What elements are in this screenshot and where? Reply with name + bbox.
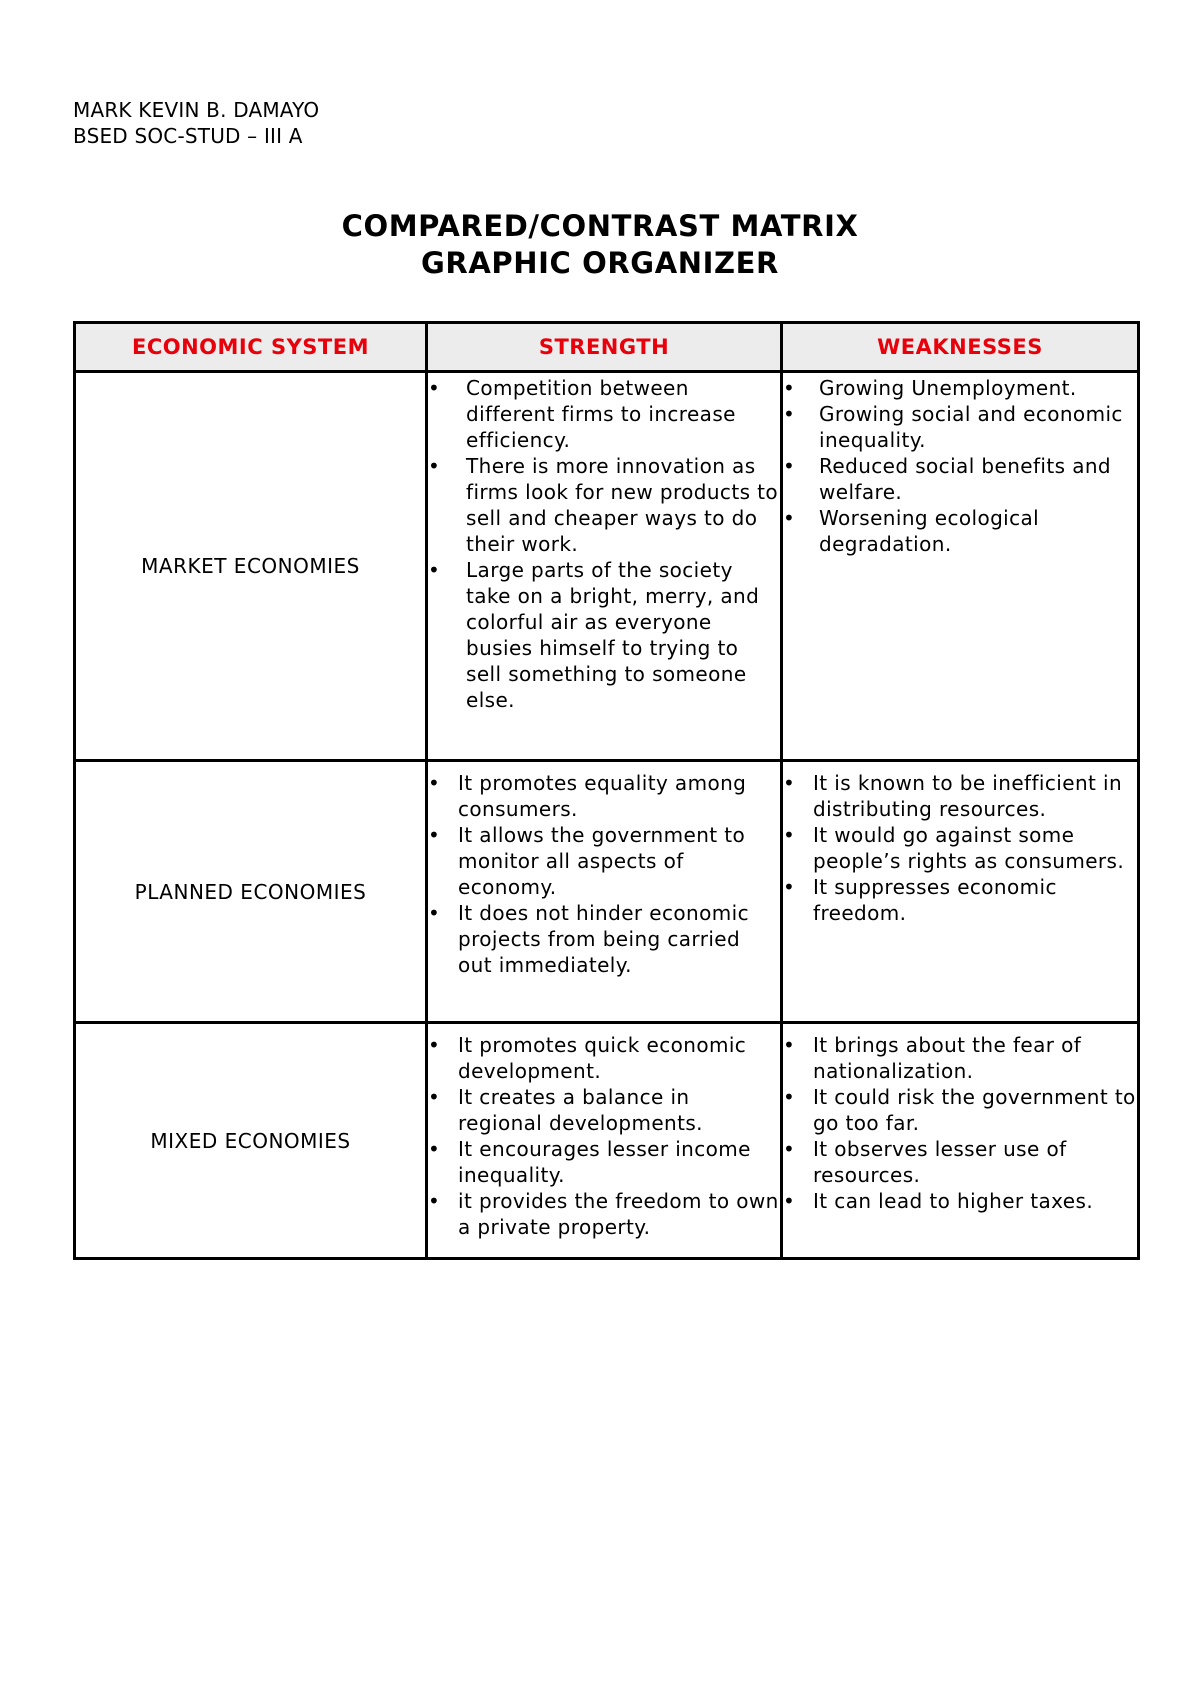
- author-name: MARK KEVIN B. DAMAYO: [73, 98, 320, 122]
- list-item: [783, 770, 1137, 822]
- list-item-text: It encourages lesser income inequality.: [458, 1137, 751, 1187]
- bullet-icon: •: [428, 1033, 441, 1057]
- list-item: [783, 822, 1137, 874]
- bullet-icon: •: [428, 1085, 441, 1109]
- title-line-1: COMPARED/CONTRAST MATRIX: [341, 209, 859, 243]
- weakness-cell: [782, 372, 1139, 761]
- list-item: [428, 900, 780, 978]
- header-economic-system: ECONOMIC SYSTEM: [75, 323, 427, 372]
- strength-cell: [427, 372, 782, 761]
- table-row: [75, 372, 1139, 761]
- list-item: [783, 1188, 1137, 1214]
- weakness-list: [783, 770, 1137, 926]
- list-item-text: Worsening ecological degradation.: [819, 506, 1040, 556]
- weakness-cell: [782, 1023, 1139, 1259]
- list-item-text: it provides the freedom to own a private property.: [458, 1189, 779, 1239]
- system-name: MIXED ECONOMIES: [75, 1023, 427, 1259]
- strength-cell: [427, 1023, 782, 1259]
- bullet-icon: •: [783, 506, 796, 530]
- bullet-icon: •: [783, 1033, 796, 1057]
- bullet-icon: •: [428, 1137, 441, 1161]
- table-row: [75, 761, 1139, 1023]
- compare-contrast-matrix: [73, 321, 1140, 1260]
- bullet-icon: •: [428, 771, 441, 795]
- list-item: [428, 1136, 780, 1188]
- strength-cell: [427, 761, 782, 1023]
- document-title: [0, 208, 1200, 282]
- bullet-icon: •: [428, 376, 441, 400]
- list-item-text: It does not hinder economic projects from being carried out immediately.: [458, 901, 749, 977]
- table-row: [75, 1023, 1139, 1259]
- list-item: [428, 375, 780, 453]
- author-course: BSED SOC-STUD – III A: [73, 124, 303, 148]
- weakness-cell: [782, 761, 1139, 1023]
- strength-list: [428, 1032, 780, 1240]
- list-item: [783, 375, 1137, 401]
- weakness-list: [783, 375, 1137, 557]
- bullet-icon: •: [783, 1189, 796, 1213]
- header-strength: STRENGTH: [427, 323, 782, 372]
- bullet-icon: •: [783, 454, 796, 478]
- bullet-icon: •: [428, 1189, 441, 1213]
- list-item: [783, 1136, 1137, 1188]
- list-item-text: Growing social and economic inequality.: [819, 402, 1123, 452]
- list-item: [783, 874, 1137, 926]
- system-name: PLANNED ECONOMIES: [75, 761, 427, 1023]
- list-item: [428, 1032, 780, 1084]
- list-item-text: It suppresses economic freedom.: [813, 875, 1057, 925]
- header-row: [75, 323, 1139, 372]
- strength-list: [428, 375, 780, 713]
- bullet-icon: •: [783, 402, 796, 426]
- list-item: [428, 770, 780, 822]
- list-item: [428, 557, 780, 713]
- bullet-icon: •: [783, 1085, 796, 1109]
- bullet-icon: •: [783, 875, 796, 899]
- list-item-text: Large parts of the society take on a bright, merry, and colorful air as everyone busies himself to trying to sell something to someone else.: [466, 558, 760, 712]
- list-item-text: It would go against some people’s rights as consumers.: [813, 823, 1125, 873]
- list-item-text: It can lead to higher taxes.: [813, 1189, 1094, 1213]
- list-item-text: It observes lesser use of resources.: [813, 1137, 1067, 1187]
- author-block: [73, 97, 319, 149]
- list-item: [428, 453, 780, 557]
- title-line-2: GRAPHIC ORGANIZER: [421, 246, 779, 280]
- list-item-text: It is known to be inefficient in distributing resources.: [813, 771, 1123, 821]
- header-weaknesses: WEAKNESSES: [782, 323, 1139, 372]
- list-item-text: It allows the government to monitor all aspects of economy.: [458, 823, 746, 899]
- bullet-icon: •: [428, 823, 441, 847]
- strength-list: [428, 770, 780, 978]
- list-item: [783, 453, 1137, 505]
- bullet-icon: •: [783, 823, 796, 847]
- list-item-text: It promotes equality among consumers.: [458, 771, 747, 821]
- list-item: [783, 505, 1137, 557]
- bullet-icon: •: [783, 376, 796, 400]
- list-item: [428, 1188, 780, 1240]
- list-item-text: It could risk the government to go too far.: [813, 1085, 1136, 1135]
- list-item: [783, 401, 1137, 453]
- weakness-list: [783, 1032, 1137, 1214]
- bullet-icon: •: [783, 771, 796, 795]
- list-item: [428, 1084, 780, 1136]
- list-item: [783, 1032, 1137, 1084]
- list-item-text: It promotes quick economic development.: [458, 1033, 747, 1083]
- list-item-text: Growing Unemployment.: [819, 376, 1077, 400]
- list-item-text: There is more innovation as firms look for new products to sell and cheaper ways to do their work.: [466, 454, 779, 556]
- system-name: MARKET ECONOMIES: [75, 372, 427, 761]
- list-item-text: Reduced social benefits and welfare.: [819, 454, 1112, 504]
- list-item-text: Competition between different firms to increase efficiency.: [466, 376, 736, 452]
- list-item-text: It brings about the fear of nationalization.: [813, 1033, 1082, 1083]
- list-item: [428, 822, 780, 900]
- list-item: [783, 1084, 1137, 1136]
- bullet-icon: •: [428, 454, 441, 478]
- list-item-text: It creates a balance in regional developments.: [458, 1085, 703, 1135]
- bullet-icon: •: [783, 1137, 796, 1161]
- bullet-icon: •: [428, 901, 441, 925]
- bullet-icon: •: [428, 558, 441, 582]
